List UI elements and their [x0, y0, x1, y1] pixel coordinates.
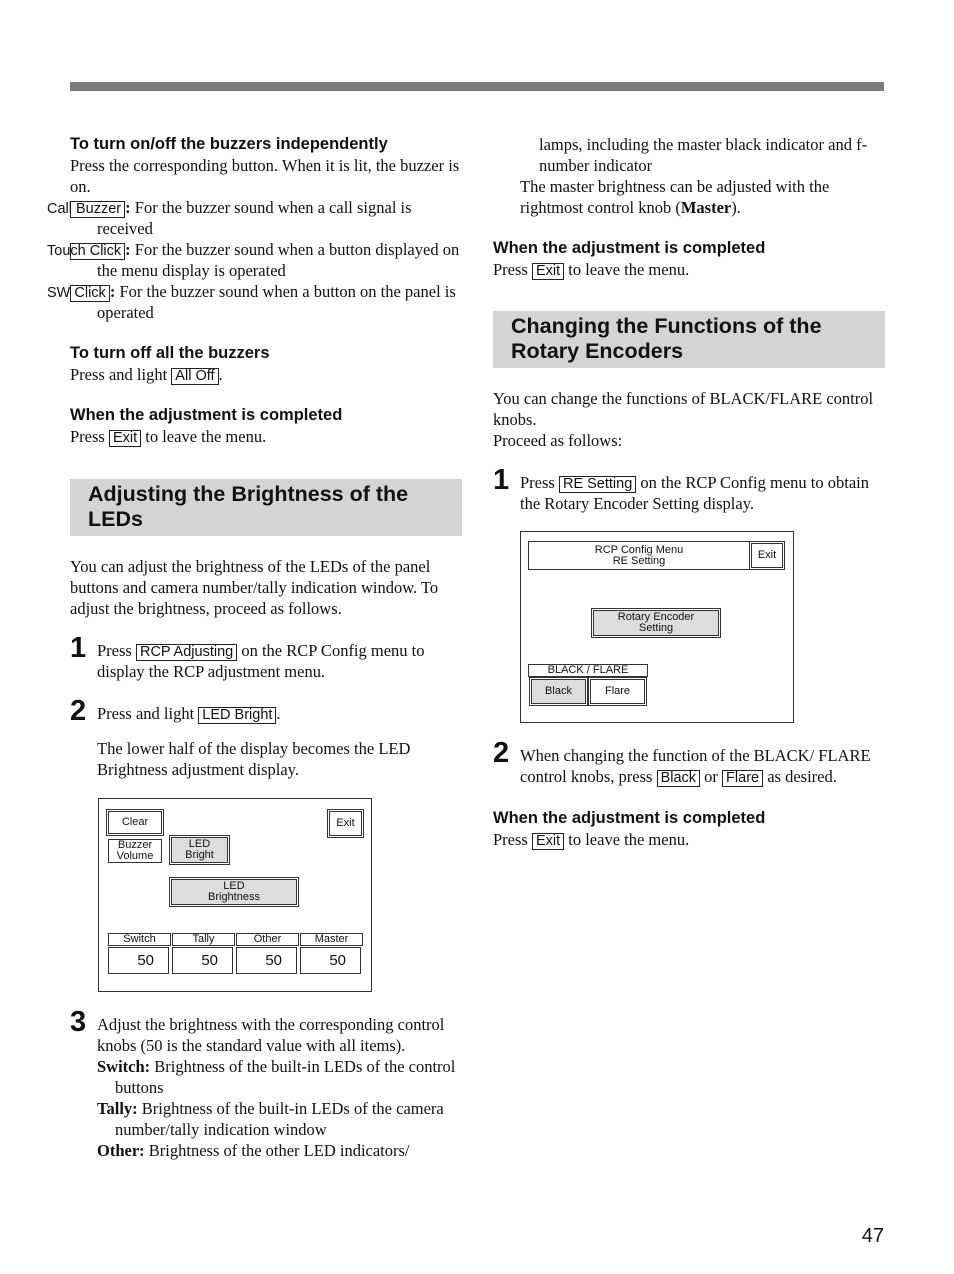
step-number: 1: [493, 464, 510, 496]
buzzers-intro: Press the corresponding button. When it is lit, the buzzer is on.: [70, 156, 460, 196]
all-off-key: All Off: [171, 368, 218, 385]
other-desc: Other: Brightness of the other LED indicators/: [97, 1141, 410, 1160]
black-key: Black: [657, 770, 700, 787]
step-1: 1 Press RE Setting on the RCP Config menu to obtain the Rotary Encoder Setting display.: [493, 464, 869, 513]
tally-desc: Tally: Brightness of the built-in LEDs of the camera number/tally indication window: [97, 1099, 444, 1139]
header-rule: [70, 82, 884, 91]
sw-click-key: SW Click: [70, 285, 110, 302]
completed-heading: When the adjustment is completed: [70, 406, 343, 424]
exit-key: Exit: [109, 430, 141, 447]
switch-value: 50: [108, 947, 169, 974]
other-label: Other: [236, 933, 299, 946]
all-off-text: Press and light All Off .: [70, 365, 223, 384]
led-bright-button[interactable]: LED Bright: [171, 837, 228, 863]
step-2: 2 When changing the function of the BLACK/ FLARE control knobs, press Black or Flare as desired.: [493, 737, 871, 786]
completed-text: Press Exit to leave the menu.: [493, 830, 690, 849]
page-number: 47: [861, 1225, 884, 1247]
switch-label: Switch: [108, 933, 171, 946]
tally-value: 50: [172, 947, 233, 974]
right-column: [493, 134, 885, 850]
flare-button[interactable]: Flare: [590, 679, 645, 704]
menu-title-bar: RCP Config Menu RE Setting: [528, 541, 750, 570]
led-brightness-display: [98, 798, 372, 992]
exit-button[interactable]: Exit: [329, 811, 362, 836]
all-off-heading: To turn off all the buzzers: [70, 344, 270, 362]
rotary-intro: You can change the functions of BLACK/FLARE control knobs.: [493, 389, 874, 429]
exit-button[interactable]: Exit: [751, 543, 783, 568]
led-brightness-title: LED Brightness: [171, 879, 297, 905]
step-1: 1 Press RCP Adjusting on the RCP Config menu to display the RCP adjustment menu.: [70, 632, 425, 681]
black-button[interactable]: Black: [531, 679, 586, 704]
completed-heading: When the adjustment is completed: [493, 809, 766, 827]
completed-text: Press Exit to leave the menu.: [493, 260, 690, 279]
touch-click-item: Touch Click : For the buzzer sound when a button displayed on the menu display is operated: [47, 240, 460, 280]
black-flare-label: BLACK / FLARE: [528, 664, 648, 677]
step-number: 2: [493, 737, 510, 769]
rcp-adjusting-key: RCP Adjusting: [136, 644, 237, 661]
buzzer-volume-button[interactable]: Buzzer Volume: [108, 839, 162, 863]
step-3: 3 Adjust the brightness with the corresponding control knobs (50 is the standard value with all items). Switch: Brightness of the built-in LEDs of the control buttons Tally: Brightness of the built-in LEDs of the camera number/tally indication window Other: Brightness of the other LED indicators/: [70, 1014, 462, 1161]
exit-key: Exit: [532, 833, 564, 850]
led-bright-key: LED Bright: [198, 707, 276, 724]
tally-label: Tally: [172, 933, 235, 946]
other-continued: lamps, including the master black indicator and f-number indicator: [539, 135, 868, 175]
step-number: 1: [70, 632, 87, 664]
call-buzzer-key: Call Buzzer: [70, 201, 125, 218]
master-value: 50: [300, 947, 361, 974]
completed-heading: When the adjustment is completed: [493, 239, 766, 257]
step-2-note: The lower half of the display becomes the LED Brightness adjustment display.: [97, 739, 411, 779]
other-value: 50: [236, 947, 297, 974]
section-title-brightness: Adjusting the Brightness of the LEDs: [70, 479, 462, 536]
brightness-intro: You can adjust the brightness of the LEDs of the panel buttons and camera number/tally indication window. To adjust the brightness, proceed as follows.: [70, 557, 439, 618]
flare-key: Flare: [722, 770, 763, 787]
step-number: 2: [70, 695, 87, 727]
rotary-encoder-setting-title: Rotary Encoder Setting: [593, 610, 719, 636]
rotary-proceed: Proceed as follows:: [493, 431, 623, 450]
left-column: [47, 134, 462, 1161]
switch-desc: Switch: Brightness of the built-in LEDs of the control buttons: [97, 1057, 456, 1097]
exit-key: Exit: [532, 263, 564, 280]
call-buzzer-item: Call Buzzer : For the buzzer sound when a call signal is received: [47, 198, 412, 238]
master-note: The master brightness can be adjusted with the rightmost control knob (Master).: [520, 177, 830, 217]
touch-click-key: Touch Click: [70, 243, 125, 260]
completed-text: Press Exit to leave the menu.: [70, 427, 267, 446]
re-setting-display: [520, 531, 794, 723]
sw-click-item: SW Click : For the buzzer sound when a button on the panel is operated: [47, 282, 456, 322]
clear-button[interactable]: Clear: [108, 811, 162, 834]
section-title-rotary: Changing the Functions of the Rotary Encoders: [493, 311, 885, 368]
step-number: 3: [70, 1006, 87, 1038]
step-2: 2 Press and light LED Bright . The lower half of the display becomes the LED Brightness adjustment display.: [70, 703, 462, 780]
re-setting-key: RE Setting: [559, 476, 636, 493]
master-label: Master: [300, 933, 363, 946]
buzzers-heading: To turn on/off the buzzers independently: [70, 135, 388, 153]
